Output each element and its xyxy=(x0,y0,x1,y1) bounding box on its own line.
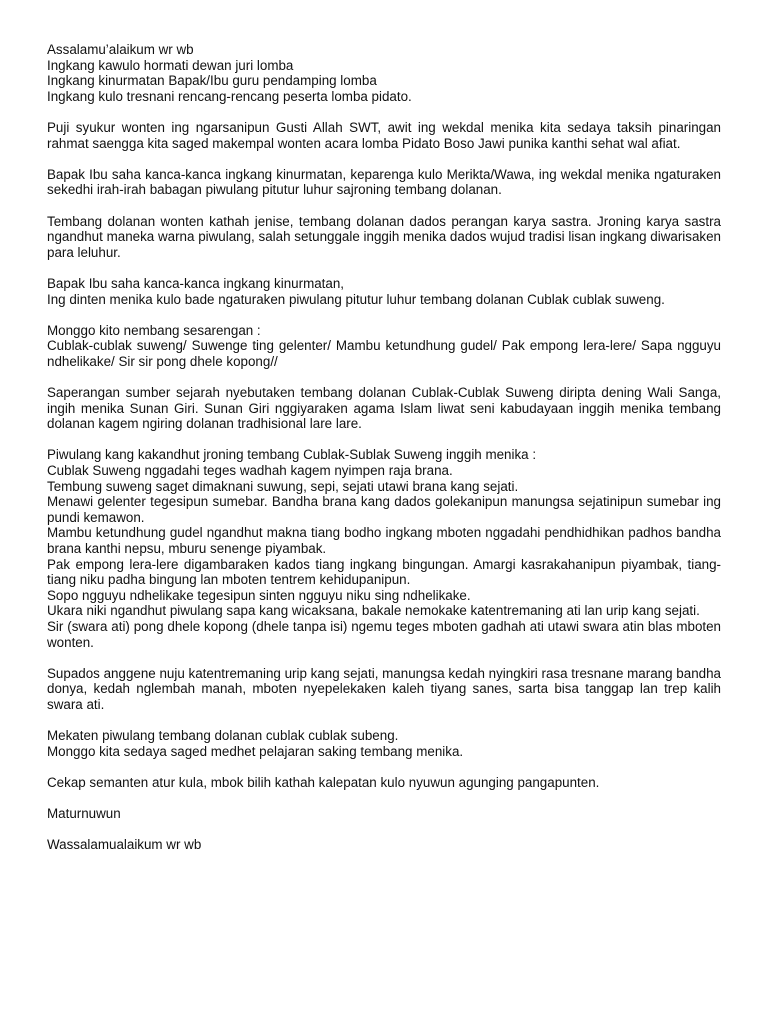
piwulang-item-1: Cublak Suweng nggadahi teges wadhah kagem nyimpen raja brana. xyxy=(47,463,453,479)
paragraph-sejarah-text: Saperangan sumber sejarah nyebutaken tembang dolanan Cublak-Cublak Suweng diripta dening Wali Sanga, ingih menika Sunan Giri. Sunan Giri nggiyaraken agama Islam liwat seni kabudayaan inggih menika tembang dolanan kagem ngiring dolanan tradhisional lare lare. xyxy=(47,385,721,432)
piwulang-item-6: Sopo ngguyu ndhelikake tegesipun sinten ngguyu niku sing ndhelikake. xyxy=(47,587,471,603)
greeting-guru: Ingkang kinurmatan Bapak/Ibu guru pendamping lomba xyxy=(47,73,377,89)
song-lyrics: Cublak-cublak suweng/ Suwenge ting gelenter/ Mambu ketundhung gudel/ Pak empong lera-lere/ Sapa ngguyu ndhelikake/ Sir sir pong dhele kopong// xyxy=(47,338,721,369)
paragraph-nembang xyxy=(47,323,721,370)
greeting-peserta: Ingkang kulo tresnani rencang-rencang peserta lomba pidato. xyxy=(47,88,412,104)
paragraph-sejarah xyxy=(47,385,721,432)
paragraph-topic xyxy=(47,276,721,307)
paragraph-jenis-text: Tembang dolanan wonten kathah jenise, tembang dolanan dados perangan karya sastra. Jroning karya sastra ngandhut maneka warna piwulang, salah setunggale inggih menika dados wujud tradisi lisan ingkang diwarisaken para leluhur. xyxy=(47,213,721,260)
paragraph-mekaten xyxy=(47,728,721,759)
paragraph-maturnuwun xyxy=(47,806,721,822)
greeting-block xyxy=(47,42,721,104)
paragraph-intro xyxy=(47,167,721,198)
paragraph-piwulang xyxy=(47,447,721,650)
paragraph-wassalam-text: Wassalamualaikum wr wb xyxy=(47,837,202,853)
paragraph-maturnuwun-text: Maturnuwun xyxy=(47,806,121,822)
paragraph-syukur xyxy=(47,120,721,151)
paragraph-supados-text: Supados anggene nuju katentremaning urip kang sejati, manungsa kedah nyingkiri rasa tresnane marang bandha donya, kedah nglembah manah, mboten nyepelekaken kaleh tiyang sanes, sarta bisa tanggap lan trep kalih swara ati. xyxy=(47,665,721,712)
paragraph-mekaten-line-1: Mekaten piwulang tembang dolanan cublak cublak subeng. xyxy=(47,728,399,744)
piwulang-heading: Piwulang kang kakandhut jroning tembang Cublak-Sublak Suweng inggih menika : xyxy=(47,447,537,463)
paragraph-topic-statement: Ing dinten menika kulo bade ngaturaken piwulang pitutur luhur tembang dolanan Cublak cublak suweng. xyxy=(47,291,665,307)
paragraph-nembang-invite: Monggo kito nembang sesarengan : xyxy=(47,322,261,338)
paragraph-wassalam xyxy=(47,837,721,853)
paragraph-intro-text: Bapak Ibu saha kanca-kanca ingkang kinurmatan, keparenga kulo Merikta/Wawa, ing wekdal menika ngaturaken sekedhi irah-irah babagan piwulang pitutur luhur sajroning tembang dolanan. xyxy=(47,166,721,198)
paragraph-topic-address: Bapak Ibu saha kanca-kanca ingkang kinurmatan, xyxy=(47,275,345,291)
piwulang-item-8: Sir (swara ati) pong dhele kopong (dhele tanpa isi) ngemu teges mboten gadhah ati utawi swara atin blas mboten wonten. xyxy=(47,618,721,650)
piwulang-item-5: Pak empong lera-lere digambaraken kados tiang ingkang bingungan. Amargi kasrakahanipun piyambak, tiang-tiang niku padha bingung lan mboten tentrem kehidupanipun. xyxy=(47,556,721,588)
paragraph-syukur-text: Puji syukur wonten ing ngarsanipun Gusti Allah SWT, awit ing wekdal menika kita sedaya taksih pinaringan rahmat saengga kita saged makempal wonten acara lomba Pidato Boso Jawi punika kanthi sehat wal afiat. xyxy=(47,119,721,151)
paragraph-cekap xyxy=(47,775,721,791)
greeting-salam: Assalamu’alaikum wr wb xyxy=(47,42,194,57)
paragraph-cekap-text: Cekap semanten atur kula, mbok bilih kathah kalepatan kulo nyuwun agunging pangapunten. xyxy=(47,774,600,790)
piwulang-item-7: Ukara niki ngandhut piwulang sapa kang wicaksana, bakale nemokake katentremaning ati lan urip kang sejati. xyxy=(47,603,700,619)
paragraph-mekaten-line-2: Monggo kita sedaya saged medhet pelajaran saking tembang menika. xyxy=(47,743,464,759)
piwulang-item-3: Menawi gelenter tegesipun sumebar. Bandha brana kang dados golekanipun manungsa sejatinipun sumebar ing pundi kemawon. xyxy=(47,494,721,525)
paragraph-jenis xyxy=(47,214,721,261)
document-page xyxy=(47,42,721,868)
piwulang-item-2: Tembung suweng saget dimaknani suwung, sepi, sejati utawi brana kang sejati. xyxy=(47,478,519,494)
piwulang-item-4: Mambu ketundhung gudel ngandhut makna tiang bodho ingkang mboten nggadahi pendhidhikan padhos bandha brana kanthi nepsu, mburu senenge piyambak. xyxy=(47,525,721,556)
paragraph-supados xyxy=(47,666,721,713)
greeting-juri: Ingkang kawulo hormati dewan juri lomba xyxy=(47,57,294,73)
